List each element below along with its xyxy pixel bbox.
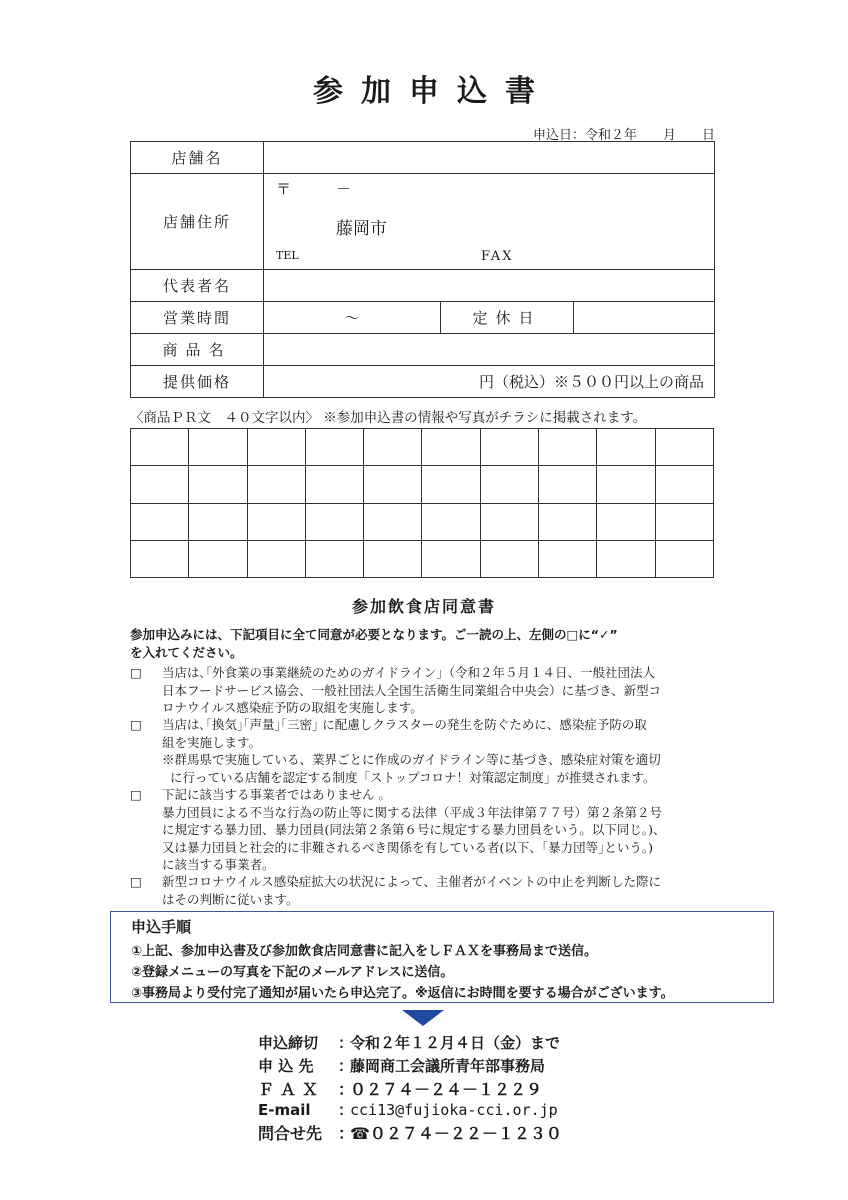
price-field[interactable] [264, 366, 715, 398]
checkbox[interactable]: □ [130, 874, 142, 889]
representative-label: 代表者名 [131, 270, 264, 302]
down-arrow-icon [402, 1010, 444, 1026]
pr-note: 〈商品ＰＲ文 ４０文字以内〉 ※参加申込書の情報や写真がチラシに掲載されます。 [130, 410, 647, 426]
business-hours-label: 営業時間 [131, 302, 264, 334]
price-note: 円（税込）※５００円以上の商品 [479, 373, 705, 391]
procedure-step-3: ③事務局より受付完了通知が届いたら申込完了。※返信にお時間を要する場合がございます。 [131, 986, 674, 1001]
deadline-value: 令和２年１２月４日（金）まで [350, 1034, 561, 1052]
holiday-field[interactable] [574, 302, 715, 334]
store-address-label: 店舗住所 [131, 174, 264, 270]
inquiry-phone: ☎０２７４－２２－１２３０ [350, 1124, 562, 1143]
submit-to-value: 藤岡商工会議所青年部事務局 [350, 1057, 546, 1075]
business-hours-field[interactable] [264, 302, 441, 334]
agreement-item-antisocial: □ 下記に該当する事業者ではありません 。 暴力団員による不当な行為の防止等に関する法律（平成３年法律第７７号）第２条第２号 に規定する暴力団、暴力団員(同法第２条第６号に規定する暴力団員をいう。以下同じ。)、 又は暴力団員と社会的に非難されるべき関係を有している者(以下、｢暴力団等｣という。) に該当する事業者。 [130, 787, 666, 872]
agreement-item-guideline: □ 当店は､｢外食業の事業継続のためのガイドライン｣（令和２年５月１４日、一般社団法人 日本フードサービス協会、一般社団法人全国生活衛生同業組合中央会）に基づき、新型コ ロナウイルス感染症予防の取組を実施します。 [130, 665, 662, 715]
postal-mark: 〒 [276, 180, 292, 198]
fax-number: ０２７４－２４－１２２９ [350, 1080, 543, 1099]
certification-note: ※群馬県で実施している、業界ごとに作成のガイドライン等に基づき、感染症対策を適切 [162, 752, 661, 767]
procedure-heading: 申込手順 [131, 918, 192, 936]
price-label: 提供価格 [131, 366, 264, 398]
checkbox[interactable]: □ [130, 717, 142, 732]
application-form [130, 141, 715, 398]
application-date: 申込日：令和２年 月 日 [532, 128, 715, 143]
agreement-item-cancellation: □ 新型コロナウイルス感染症拡大の状況によって、主催者がイベントの中止を判断した際に はその判断に従います。 [130, 874, 662, 907]
procedure-step-1: ①上記、参加申込書及び参加飲食店同意書に記入をしＦＡＸを事務局まで送信。 [131, 944, 598, 959]
submit-to-row: 申 込 先 ：藤岡商工会議所青年部事務局 [258, 1057, 546, 1075]
fax-row: ＦＡＸ ：０２７４－２４－１２２９ [258, 1080, 543, 1099]
store-name-field[interactable] [264, 142, 715, 174]
inquiry-row: 問合せ先 ：☎０２７４－２２－１２３０ [258, 1124, 562, 1143]
hours-separator: ～ [344, 309, 360, 327]
pr-writing-grid[interactable] [130, 428, 714, 578]
deadline-row: 申込締切 ：令和２年１２月４日（金）まで [258, 1034, 561, 1052]
procedure-box [110, 911, 774, 1003]
agreement-intro: 参加申込みには、下記項目に全て同意が必要となります。ご一読の上、左側の□に“✓” を入れてください。 [130, 627, 618, 660]
agreement-item-prevention: □ 当店は､｢換気｣｢声量｣｢三密｣ に配慮しクラスターの発生を防ぐために、感染症予防の取 組を実施します。 ※群馬県で実施している、業界ごとに作成のガイドライン等に基づき、感染症対策を適切 に行っている店舗を認定する制度「ストップコロナ！対策認定制度」が推奨されます。 [130, 716, 720, 786]
procedure-step-2: ②登録メニューの写真を下記のメールアドレスに送信。 [131, 965, 454, 980]
page-title: 参加申込書 [313, 74, 553, 109]
email-address[interactable]: cci13@fujioka-cci.or.jp [350, 1101, 558, 1119]
store-name-label: 店舗名 [131, 142, 264, 174]
fax-label: FAX [481, 249, 514, 264]
representative-field[interactable] [264, 270, 715, 302]
checkbox[interactable]: □ [130, 787, 142, 802]
product-name-label: 商品名 [131, 334, 264, 366]
email-row: E-mail ：cci13@fujioka-cci.or.jp [258, 1101, 558, 1119]
store-address-field[interactable] [264, 174, 715, 270]
product-name-field[interactable] [264, 334, 715, 366]
postal-dash: － [336, 180, 352, 198]
city-name: 藤岡市 [336, 219, 387, 239]
holiday-label: 定休日 [441, 302, 574, 334]
agreement-title: 参加飲食店同意書 [351, 597, 496, 616]
checkbox[interactable]: □ [130, 665, 142, 680]
tel-label: TEL [276, 249, 299, 262]
